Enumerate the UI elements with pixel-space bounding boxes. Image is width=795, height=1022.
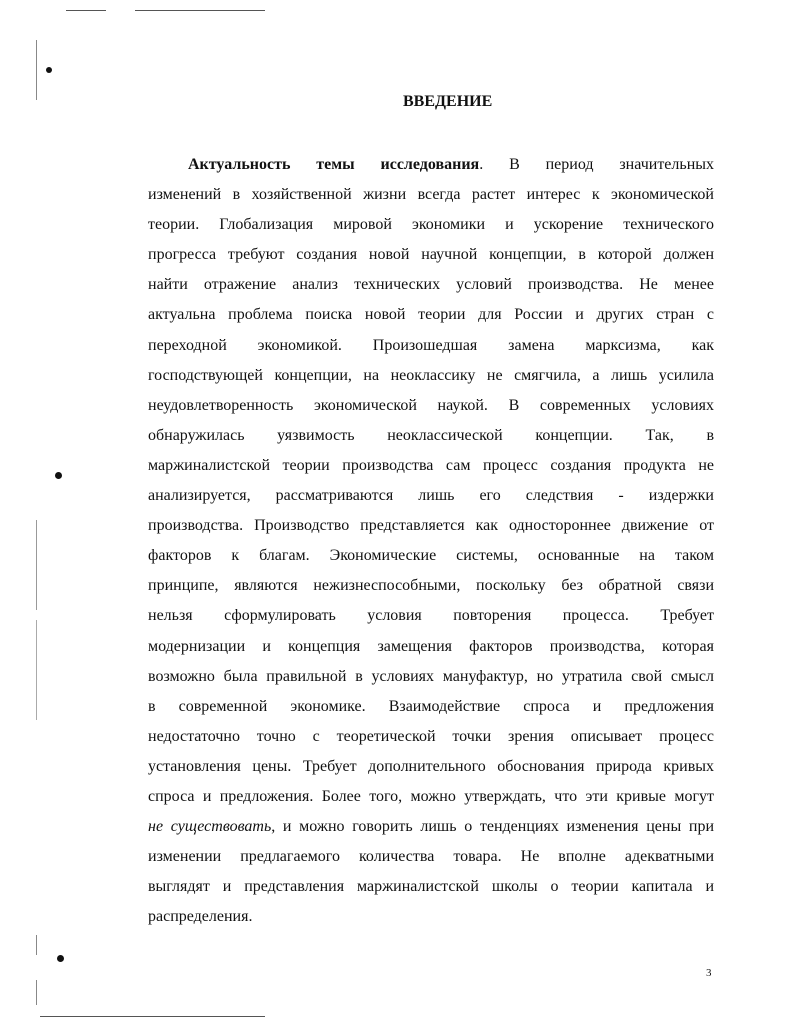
scan-artifact-left-margin-line-4 — [36, 935, 37, 955]
italic-phrase: не существовать — [148, 818, 272, 836]
body-text — [148, 150, 714, 932]
text-line: производства. Производство представляется как одностороннее движение от — [148, 517, 714, 535]
text-line: найти отражение анализ технических условий производства. Не менее — [148, 276, 714, 294]
text-line: изменении предлагаемого количества товара. Не вполне адекватными — [148, 848, 714, 866]
punch-hole-mark-top — [46, 67, 52, 73]
text-line-last: распределения. — [148, 908, 253, 926]
text-line: возможно была правильной в условиях мануфактур, но утратила свой смысл — [148, 667, 714, 685]
text-line: выглядят и представления маржиналистской школы о теории капитала и — [148, 878, 714, 896]
scan-artifact-left-margin-line-5 — [36, 980, 37, 1005]
text-line: факторов к благам. Экономические системы, основанные на таком — [148, 547, 714, 565]
punch-hole-mark-middle — [55, 472, 62, 479]
text-line: переходной экономикой. Произошедшая замена марксизма, как — [148, 336, 714, 354]
text-line: установления цены. Требует дополнительного обоснования природа кривых — [148, 757, 714, 775]
text-line: в современной экономике. Взаимодействие спроса и предложения — [148, 697, 714, 715]
text-line: принципе, являются нежизнеспособными, поскольку без обратной связи — [148, 577, 714, 595]
text-line: спроса и предложения. Более того, можно утверждать, что эти кривые могут — [148, 787, 714, 805]
text-line: нельзя сформулировать условия повторения процесса. Требует — [148, 607, 714, 625]
scan-artifact-top-line-1 — [66, 10, 106, 11]
text-line: прогресса требуют создания новой научной концепции, в которой должен — [148, 246, 714, 264]
text-line: актуальна проблема поиска новой теории для России и других стран с — [148, 306, 714, 324]
scan-artifact-top-line-2 — [135, 10, 265, 11]
scan-artifact-bottom-line — [40, 1016, 265, 1017]
text-line-italic: не существовать, и можно говорить лишь о тенденциях изменения цены при — [148, 818, 715, 836]
lead-bold-phrase: Актуальность темы исследования — [188, 156, 480, 173]
text-line: модернизации и концепция замещения факторов производства, которая — [148, 637, 714, 655]
text-line: изменений в хозяйственной жизни всегда растет интерес к экономической — [148, 186, 714, 204]
text-line-1: Актуальность темы исследования. В период значительных — [188, 156, 715, 173]
text-line: теории. Глобализация мировой экономики и ускорение технического — [148, 216, 714, 234]
text-line: анализируется, рассматриваются лишь его следствия - издержки — [148, 487, 714, 505]
text-line: обнаружилась уязвимость неоклассической концепции. Так, в — [148, 426, 714, 444]
page-number: 3 — [706, 967, 712, 979]
scan-artifact-left-margin-line-2 — [36, 520, 37, 610]
text-line: неудовлетворенность экономической наукой. В современных условиях — [148, 396, 714, 414]
punch-hole-mark-bottom — [57, 955, 64, 962]
scan-artifact-left-margin-line — [36, 40, 37, 100]
text-line: маржиналистской теории производства сам процесс создания продукта не — [148, 456, 714, 474]
page-heading: ВВЕДЕНИЕ — [403, 93, 493, 110]
scan-artifact-left-margin-line-3 — [36, 620, 37, 720]
text-line: недостаточно точно с теоретической точки зрения описывает процесс — [148, 727, 714, 745]
text-line: господствующей концепции, на неоклассику не смягчила, а лишь усилила — [148, 366, 714, 384]
